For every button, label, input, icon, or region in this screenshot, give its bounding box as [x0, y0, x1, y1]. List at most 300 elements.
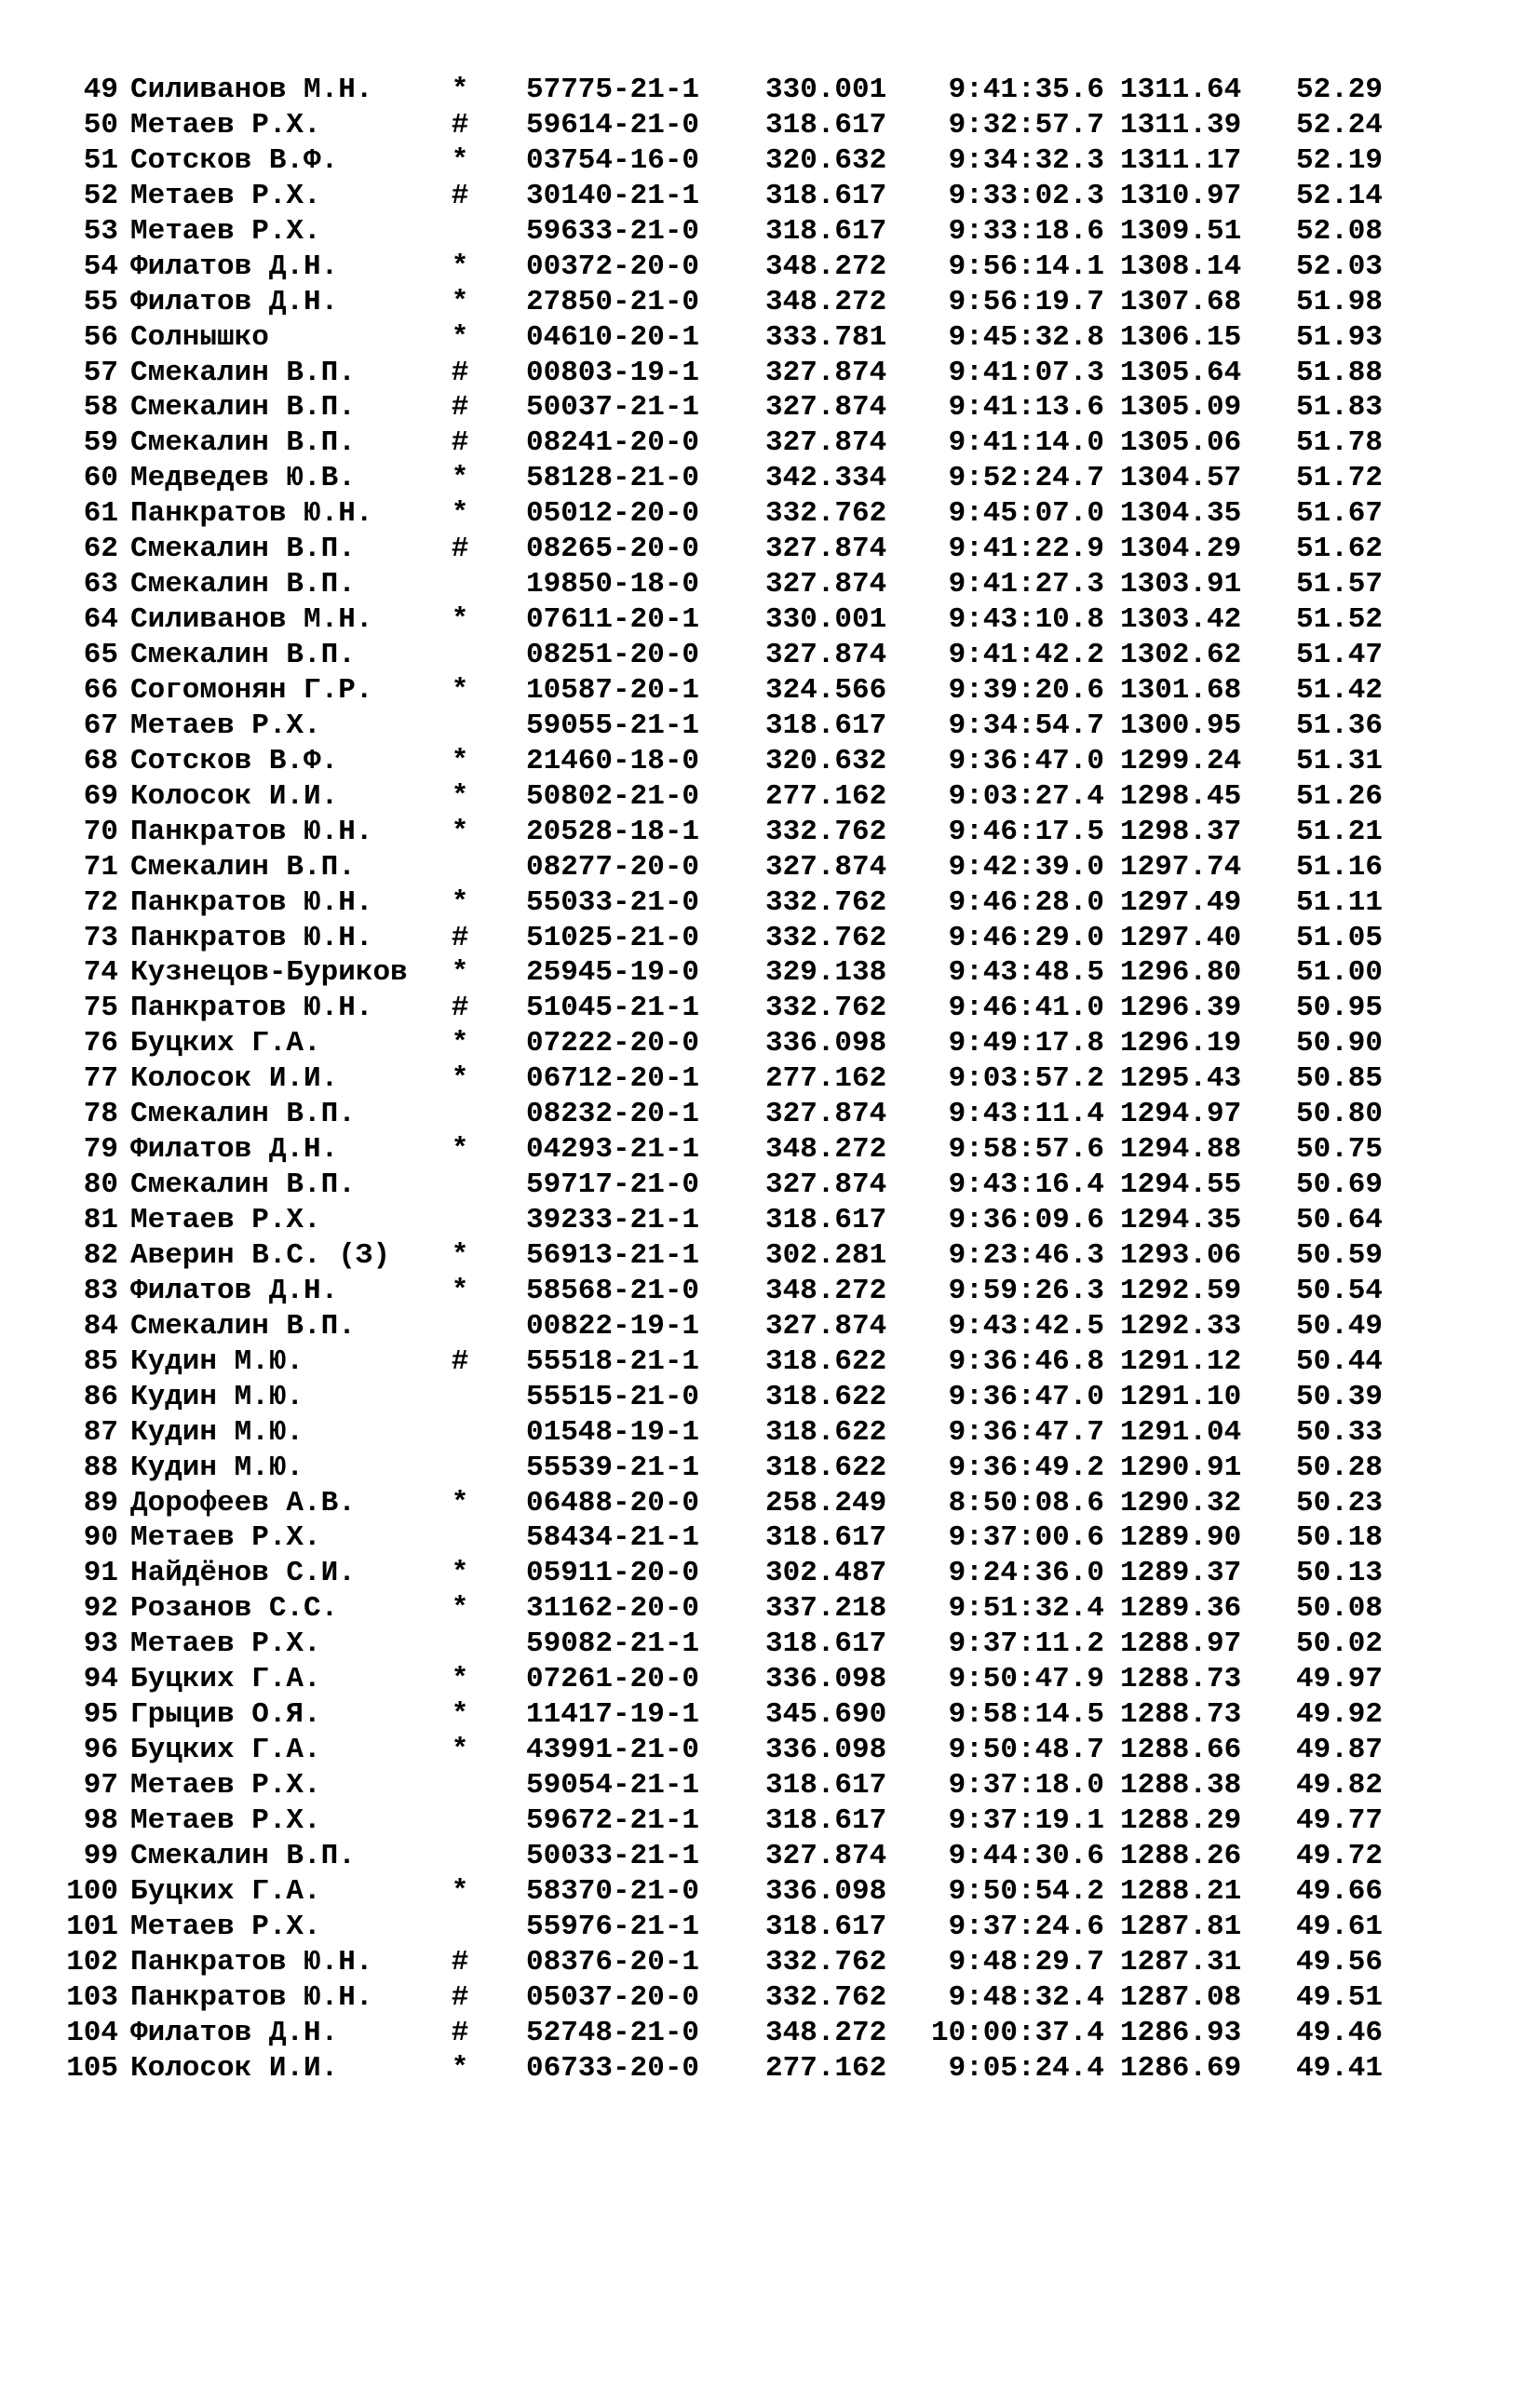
fancier-name-cell: Буцких Г.А.	[130, 1027, 321, 1060]
table-row	[0, 1803, 1540, 1839]
table-row	[0, 1733, 1540, 1768]
distance-cell: 348.272	[765, 1133, 887, 1167]
flight-time-cell: 9:03:27.4	[948, 779, 1104, 813]
points-cell: 51.00	[1296, 956, 1384, 990]
speed-cell: 1305.64	[1120, 356, 1242, 389]
table-row	[0, 425, 1540, 461]
fancier-name-cell: Дорофеев А.В.	[130, 1486, 356, 1519]
fancier-name-cell: Метаев Р.Х.	[130, 1803, 321, 1837]
flight-time-cell: 9:37:19.1	[948, 1803, 1104, 1837]
distance-cell: 345.690	[765, 1698, 887, 1732]
flight-time-cell: 9:43:48.5	[948, 956, 1104, 990]
ring-number-cell: 03754-16-0	[526, 143, 700, 177]
place-cell: 77	[83, 1062, 118, 1096]
ring-number-cell: 52748-21-0	[526, 2016, 700, 2049]
table-row	[0, 143, 1540, 179]
distance-cell: 318.617	[765, 1769, 887, 1802]
speed-cell: 1288.26	[1120, 1839, 1242, 1872]
ring-number-cell: 51025-21-0	[526, 921, 700, 954]
place-cell: 82	[83, 1238, 118, 1272]
points-cell: 49.77	[1296, 1803, 1384, 1837]
points-cell: 51.52	[1296, 603, 1384, 637]
place-cell: 85	[83, 1344, 118, 1378]
speed-cell: 1308.14	[1120, 250, 1242, 283]
flight-time-cell: 9:46:29.0	[948, 921, 1104, 954]
ring-number-cell: 00822-19-1	[526, 1309, 700, 1343]
speed-cell: 1290.32	[1120, 1486, 1242, 1519]
speed-cell: 1296.80	[1120, 956, 1242, 990]
speed-cell: 1292.33	[1120, 1309, 1242, 1343]
points-cell: 50.69	[1296, 1168, 1384, 1202]
mark-cell: *	[451, 885, 469, 919]
points-cell: 50.64	[1296, 1204, 1384, 1236]
speed-cell: 1299.24	[1120, 744, 1242, 777]
flight-time-cell: 9:52:24.7	[948, 462, 1104, 495]
distance-cell: 348.272	[765, 2016, 887, 2049]
ring-number-cell: 01548-19-1	[526, 1415, 700, 1449]
place-cell: 102	[66, 1945, 118, 1979]
flight-time-cell: 9:41:14.0	[948, 426, 1104, 460]
flight-time-cell: 9:37:18.0	[948, 1769, 1104, 1802]
ring-number-cell: 58568-21-0	[526, 1274, 700, 1307]
flight-time-cell: 9:41:07.3	[948, 356, 1104, 389]
table-row	[0, 815, 1540, 850]
flight-time-cell: 9:41:22.9	[948, 533, 1104, 566]
fancier-name-cell: Смекалин В.П.	[130, 1309, 356, 1343]
ring-number-cell: 59614-21-0	[526, 108, 700, 142]
distance-cell: 332.762	[765, 921, 887, 954]
fancier-name-cell: Метаев Р.Х.	[130, 214, 321, 248]
mark-cell: *	[451, 779, 469, 813]
mark-cell: *	[451, 320, 469, 354]
table-row	[0, 1556, 1540, 1591]
ring-number-cell: 50802-21-0	[526, 779, 700, 813]
table-row	[0, 320, 1540, 356]
distance-cell: 330.001	[765, 74, 887, 106]
ring-number-cell: 08265-20-0	[526, 533, 700, 566]
speed-cell: 1292.59	[1120, 1274, 1242, 1307]
flight-time-cell: 9:24:36.0	[948, 1557, 1104, 1590]
flight-time-cell: 9:41:35.6	[948, 74, 1104, 106]
mark-cell: #	[451, 533, 469, 566]
flight-time-cell: 9:33:18.6	[948, 214, 1104, 248]
distance-cell: 318.617	[765, 709, 887, 742]
speed-cell: 1286.93	[1120, 2016, 1242, 2049]
points-cell: 51.36	[1296, 709, 1384, 742]
distance-cell: 318.617	[765, 1521, 887, 1555]
ring-number-cell: 59054-21-1	[526, 1769, 700, 1802]
ring-number-cell: 58434-21-1	[526, 1521, 700, 1555]
flight-time-cell: 9:58:57.6	[948, 1133, 1104, 1167]
fancier-name-cell: Кудин М.Ю.	[130, 1344, 304, 1378]
speed-cell: 1296.39	[1120, 992, 1242, 1025]
mark-cell: *	[451, 815, 469, 848]
table-row	[0, 1839, 1540, 1874]
fancier-name-cell: Метаев Р.Х.	[130, 1627, 321, 1661]
ring-number-cell: 31162-20-0	[526, 1592, 700, 1626]
fancier-name-cell: Силиванов М.Н.	[130, 74, 373, 106]
table-row	[0, 1274, 1540, 1309]
place-cell: 65	[83, 639, 118, 671]
fancier-name-cell: Смекалин В.П.	[130, 391, 356, 425]
points-cell: 51.88	[1296, 356, 1384, 389]
place-cell: 63	[83, 568, 118, 601]
place-cell: 86	[83, 1380, 118, 1413]
mark-cell: *	[451, 462, 469, 495]
table-row	[0, 1627, 1540, 1662]
place-cell: 75	[83, 992, 118, 1025]
distance-cell: 337.218	[765, 1592, 887, 1626]
speed-cell: 1291.12	[1120, 1344, 1242, 1378]
points-cell: 51.98	[1296, 285, 1384, 318]
table-row	[0, 1203, 1540, 1238]
speed-cell: 1291.10	[1120, 1380, 1242, 1413]
fancier-name-cell: Смекалин В.П.	[130, 639, 356, 671]
speed-cell: 1310.97	[1120, 179, 1242, 212]
table-row	[0, 1344, 1540, 1380]
ring-number-cell: 55976-21-1	[526, 1910, 700, 1943]
flight-time-cell: 9:48:29.7	[948, 1945, 1104, 1979]
place-cell: 78	[83, 1098, 118, 1131]
place-cell: 103	[66, 1980, 118, 2014]
ring-number-cell: 56913-21-1	[526, 1238, 700, 1272]
flight-time-cell: 9:48:32.4	[948, 1980, 1104, 2014]
points-cell: 51.93	[1296, 320, 1384, 354]
mark-cell: #	[451, 1980, 469, 2014]
ring-number-cell: 00803-19-1	[526, 356, 700, 389]
distance-cell: 327.874	[765, 426, 887, 460]
fancier-name-cell: Буцких Г.А.	[130, 1663, 321, 1696]
place-cell: 105	[66, 2051, 118, 2085]
mark-cell: *	[451, 2051, 469, 2085]
ring-number-cell: 19850-18-0	[526, 568, 700, 601]
flight-time-cell: 9:46:17.5	[948, 815, 1104, 848]
ring-number-cell: 07261-20-0	[526, 1663, 700, 1696]
place-cell: 53	[83, 214, 118, 248]
flight-time-cell: 9:36:47.0	[948, 1380, 1104, 1413]
flight-time-cell: 9:05:24.4	[948, 2051, 1104, 2085]
mark-cell: #	[451, 1945, 469, 1979]
distance-cell: 318.622	[765, 1380, 887, 1413]
flight-time-cell: 9:50:47.9	[948, 1663, 1104, 1696]
table-row	[0, 1591, 1540, 1627]
points-cell: 51.05	[1296, 921, 1384, 954]
place-cell: 56	[83, 320, 118, 354]
fancier-name-cell: Кудин М.Ю.	[130, 1380, 304, 1413]
points-cell: 50.80	[1296, 1098, 1384, 1131]
flight-time-cell: 9:49:17.8	[948, 1027, 1104, 1060]
place-cell: 100	[66, 1874, 118, 1908]
mark-cell: #	[451, 356, 469, 389]
place-cell: 67	[83, 709, 118, 742]
fancier-name-cell: Медведев Ю.В.	[130, 462, 356, 495]
distance-cell: 332.762	[765, 815, 887, 848]
mark-cell: *	[451, 74, 469, 106]
place-cell: 54	[83, 250, 118, 283]
flight-time-cell: 9:50:48.7	[948, 1734, 1104, 1767]
points-cell: 50.85	[1296, 1062, 1384, 1096]
table-row	[0, 1662, 1540, 1697]
table-row	[0, 532, 1540, 567]
flight-time-cell: 9:41:42.2	[948, 639, 1104, 671]
distance-cell: 329.138	[765, 956, 887, 990]
distance-cell: 318.617	[765, 108, 887, 142]
table-row	[0, 673, 1540, 709]
speed-cell: 1298.37	[1120, 815, 1242, 848]
points-cell: 50.33	[1296, 1415, 1384, 1449]
points-cell: 51.83	[1296, 391, 1384, 425]
distance-cell: 327.874	[765, 1839, 887, 1872]
fancier-name-cell: Панкратов Ю.Н.	[130, 497, 373, 531]
ring-number-cell: 43991-21-0	[526, 1734, 700, 1767]
table-row	[0, 1980, 1540, 2016]
table-row	[0, 602, 1540, 638]
ring-number-cell: 20528-18-1	[526, 815, 700, 848]
ring-number-cell: 51045-21-1	[526, 992, 700, 1025]
ring-number-cell: 58128-21-0	[526, 462, 700, 495]
flight-time-cell: 9:37:11.2	[948, 1627, 1104, 1661]
table-row	[0, 285, 1540, 320]
distance-cell: 327.874	[765, 391, 887, 425]
table-row	[0, 955, 1540, 991]
speed-cell: 1288.29	[1120, 1803, 1242, 1837]
distance-cell: 258.249	[765, 1486, 887, 1519]
fancier-name-cell: Согомонян Г.Р.	[130, 673, 373, 707]
ring-number-cell: 59633-21-0	[526, 214, 700, 248]
table-row	[0, 1132, 1540, 1168]
speed-cell: 1288.38	[1120, 1769, 1242, 1802]
place-cell: 62	[83, 533, 118, 566]
fancier-name-cell: Розанов С.С.	[130, 1592, 339, 1626]
points-cell: 51.16	[1296, 850, 1384, 884]
fancier-name-cell: Панкратов Ю.Н.	[130, 885, 373, 919]
speed-cell: 1304.35	[1120, 497, 1242, 531]
mark-cell: #	[451, 426, 469, 460]
fancier-name-cell: Филатов Д.Н.	[130, 1274, 339, 1307]
table-row	[0, 567, 1540, 602]
distance-cell: 348.272	[765, 250, 887, 283]
ring-number-cell: 30140-21-1	[526, 179, 700, 212]
fancier-name-cell: Сотсков В.Ф.	[130, 744, 339, 777]
points-cell: 50.13	[1296, 1557, 1384, 1590]
distance-cell: 327.874	[765, 568, 887, 601]
table-row	[0, 1026, 1540, 1061]
table-row	[0, 108, 1540, 143]
fancier-name-cell: Панкратов Ю.Н.	[130, 921, 373, 954]
distance-cell: 327.874	[765, 1098, 887, 1131]
place-cell: 95	[83, 1698, 118, 1732]
table-row	[0, 461, 1540, 496]
place-cell: 52	[83, 179, 118, 212]
points-cell: 52.24	[1296, 108, 1384, 142]
speed-cell: 1302.62	[1120, 639, 1242, 671]
ring-number-cell: 05012-20-0	[526, 497, 700, 531]
mark-cell: *	[451, 673, 469, 707]
ring-number-cell: 25945-19-0	[526, 956, 700, 990]
place-cell: 60	[83, 462, 118, 495]
table-row	[0, 1380, 1540, 1415]
distance-cell: 318.617	[765, 1910, 887, 1943]
table-row	[0, 214, 1540, 250]
speed-cell: 1288.21	[1120, 1874, 1242, 1908]
speed-cell: 1311.64	[1120, 74, 1242, 106]
points-cell: 51.47	[1296, 639, 1384, 671]
fancier-name-cell: Метаев Р.Х.	[130, 1204, 321, 1236]
place-cell: 87	[83, 1415, 118, 1449]
table-row	[0, 496, 1540, 532]
mark-cell: #	[451, 992, 469, 1025]
results-table	[0, 73, 1540, 2086]
place-cell: 61	[83, 497, 118, 531]
speed-cell: 1289.90	[1120, 1521, 1242, 1555]
mark-cell: #	[451, 391, 469, 425]
fancier-name-cell: Смекалин В.П.	[130, 1839, 356, 1872]
fancier-name-cell: Филатов Д.Н.	[130, 250, 339, 283]
mark-cell: *	[451, 1592, 469, 1626]
points-cell: 51.62	[1296, 533, 1384, 566]
ring-number-cell: 04293-21-1	[526, 1133, 700, 1167]
ring-number-cell: 05037-20-0	[526, 1980, 700, 2014]
flight-time-cell: 9:41:13.6	[948, 391, 1104, 425]
mark-cell: #	[451, 179, 469, 212]
points-cell: 52.29	[1296, 74, 1384, 106]
points-cell: 49.51	[1296, 1980, 1384, 2014]
place-cell: 76	[83, 1027, 118, 1060]
mark-cell: *	[451, 744, 469, 777]
mark-cell: *	[451, 1274, 469, 1307]
fancier-name-cell: Метаев Р.Х.	[130, 709, 321, 742]
fancier-name-cell: Колосок И.И.	[130, 779, 339, 813]
speed-cell: 1296.19	[1120, 1027, 1242, 1060]
fancier-name-cell: Смекалин В.П.	[130, 1098, 356, 1131]
distance-cell: 324.566	[765, 673, 887, 707]
speed-cell: 1291.04	[1120, 1415, 1242, 1449]
points-cell: 49.66	[1296, 1874, 1384, 1908]
distance-cell: 277.162	[765, 2051, 887, 2085]
fancier-name-cell: Колосок И.И.	[130, 1062, 339, 1096]
speed-cell: 1294.55	[1120, 1168, 1242, 1202]
place-cell: 73	[83, 921, 118, 954]
distance-cell: 277.162	[765, 1062, 887, 1096]
fancier-name-cell: Смекалин В.П.	[130, 850, 356, 884]
table-row	[0, 1486, 1540, 1521]
place-cell: 50	[83, 108, 118, 142]
speed-cell: 1287.31	[1120, 1945, 1242, 1979]
flight-time-cell: 9:45:07.0	[948, 497, 1104, 531]
distance-cell: 318.617	[765, 1627, 887, 1661]
points-cell: 49.41	[1296, 2051, 1384, 2085]
table-row	[0, 1451, 1540, 1486]
speed-cell: 1289.36	[1120, 1592, 1242, 1626]
table-row	[0, 744, 1540, 779]
ring-number-cell: 06733-20-0	[526, 2051, 700, 2085]
place-cell: 89	[83, 1486, 118, 1519]
place-cell: 96	[83, 1734, 118, 1767]
points-cell: 49.46	[1296, 2016, 1384, 2049]
flight-time-cell: 9:43:10.8	[948, 603, 1104, 637]
fancier-name-cell: Метаев Р.Х.	[130, 1521, 321, 1555]
speed-cell: 1295.43	[1120, 1062, 1242, 1096]
ring-number-cell: 50033-21-1	[526, 1839, 700, 1872]
distance-cell: 318.617	[765, 214, 887, 248]
ring-number-cell: 08376-20-1	[526, 1945, 700, 1979]
ring-number-cell: 59717-21-0	[526, 1168, 700, 1202]
distance-cell: 318.622	[765, 1451, 887, 1484]
mark-cell: *	[451, 1734, 469, 1767]
table-row	[0, 390, 1540, 425]
fancier-name-cell: Панкратов Ю.Н.	[130, 815, 373, 848]
mark-cell: *	[451, 1557, 469, 1590]
speed-cell: 1287.81	[1120, 1910, 1242, 1943]
fancier-name-cell: Найдёнов С.И.	[130, 1557, 356, 1590]
points-cell: 49.97	[1296, 1663, 1384, 1696]
speed-cell: 1293.06	[1120, 1238, 1242, 1272]
speed-cell: 1311.39	[1120, 108, 1242, 142]
place-cell: 68	[83, 744, 118, 777]
flight-time-cell: 9:36:47.0	[948, 744, 1104, 777]
flight-time-cell: 10:00:37.4	[930, 2016, 1104, 2049]
ring-number-cell: 11417-19-1	[526, 1698, 700, 1732]
place-cell: 98	[83, 1803, 118, 1837]
points-cell: 50.75	[1296, 1133, 1384, 1167]
ring-number-cell: 04610-20-1	[526, 320, 700, 354]
distance-cell: 333.781	[765, 320, 887, 354]
fancier-name-cell: Буцких Г.А.	[130, 1734, 321, 1767]
ring-number-cell: 27850-21-0	[526, 285, 700, 318]
flight-time-cell: 9:58:14.5	[948, 1698, 1104, 1732]
distance-cell: 318.622	[765, 1344, 887, 1378]
points-cell: 49.61	[1296, 1910, 1384, 1943]
speed-cell: 1306.15	[1120, 320, 1242, 354]
table-row	[0, 2016, 1540, 2051]
place-cell: 91	[83, 1557, 118, 1590]
mark-cell: *	[451, 285, 469, 318]
distance-cell: 302.281	[765, 1238, 887, 1272]
flight-time-cell: 9:41:27.3	[948, 568, 1104, 601]
place-cell: 69	[83, 779, 118, 813]
fancier-name-cell: Метаев Р.Х.	[130, 108, 321, 142]
place-cell: 72	[83, 885, 118, 919]
speed-cell: 1297.40	[1120, 921, 1242, 954]
points-cell: 51.67	[1296, 497, 1384, 531]
speed-cell: 1303.42	[1120, 603, 1242, 637]
place-cell: 92	[83, 1592, 118, 1626]
fancier-name-cell: Колосок И.И.	[130, 2051, 339, 2085]
fancier-name-cell: Смекалин В.П.	[130, 356, 356, 389]
speed-cell: 1304.57	[1120, 462, 1242, 495]
mark-cell: *	[451, 1238, 469, 1272]
ring-number-cell: 55518-21-1	[526, 1344, 700, 1378]
ring-number-cell: 59082-21-1	[526, 1627, 700, 1661]
speed-cell: 1311.17	[1120, 143, 1242, 177]
points-cell: 50.49	[1296, 1309, 1384, 1343]
distance-cell: 320.632	[765, 143, 887, 177]
flight-time-cell: 9:46:28.0	[948, 885, 1104, 919]
points-cell: 51.21	[1296, 815, 1384, 848]
fancier-name-cell: Кудин М.Ю.	[130, 1451, 304, 1484]
fancier-name-cell: Панкратов Ю.Н.	[130, 1945, 373, 1979]
points-cell: 51.78	[1296, 426, 1384, 460]
place-cell: 49	[83, 74, 118, 106]
mark-cell: *	[451, 1486, 469, 1519]
mark-cell: *	[451, 603, 469, 637]
place-cell: 93	[83, 1627, 118, 1661]
speed-cell: 1294.88	[1120, 1133, 1242, 1167]
speed-cell: 1288.73	[1120, 1663, 1242, 1696]
distance-cell: 320.632	[765, 744, 887, 777]
ring-number-cell: 06488-20-0	[526, 1486, 700, 1519]
speed-cell: 1288.97	[1120, 1627, 1242, 1661]
